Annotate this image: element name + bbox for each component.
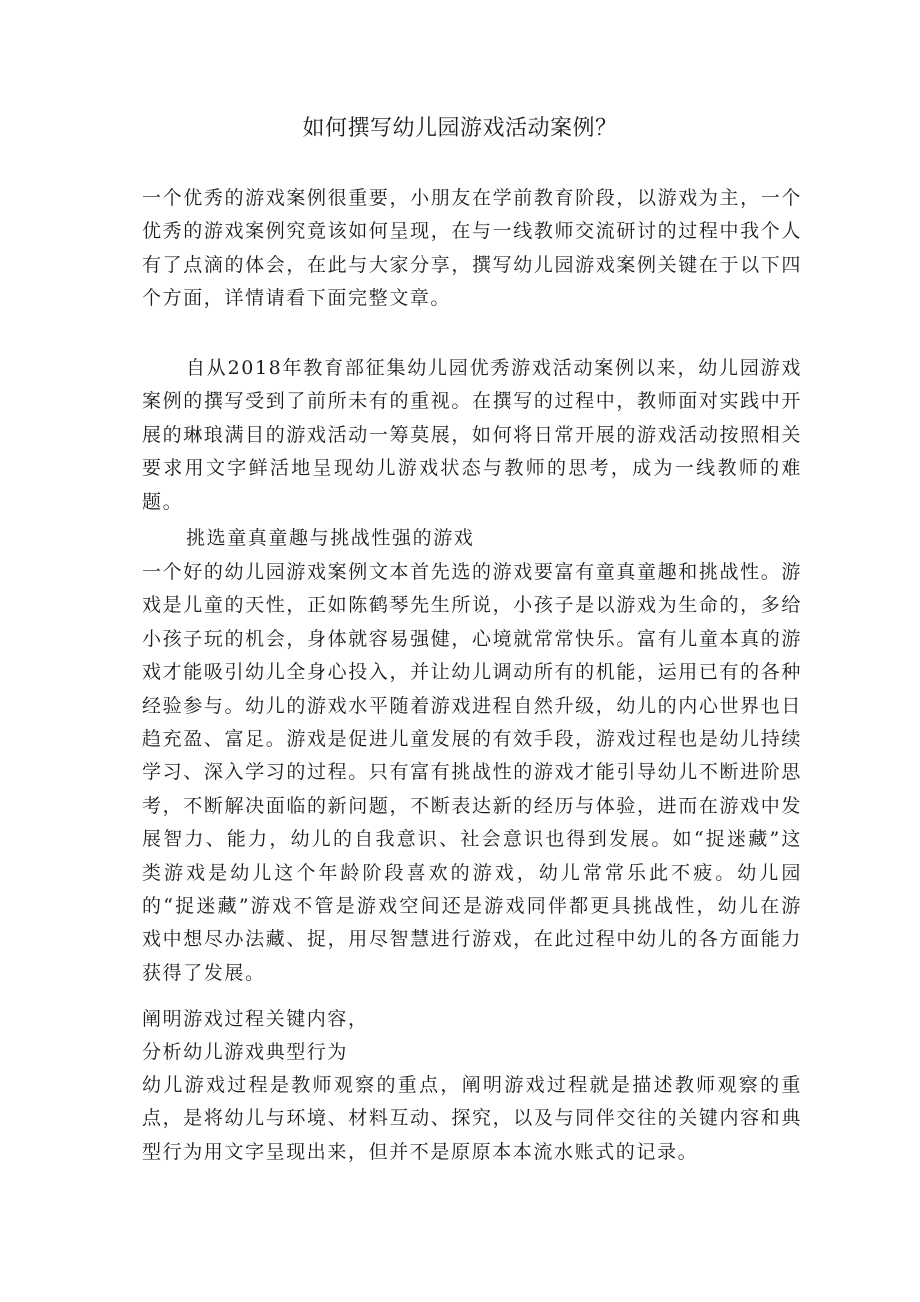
section-heading-1: 挑选童真童趣与挑战性强的游戏: [186, 527, 475, 549]
document-title: 如何撰写幼儿园游戏活动案例？: [302, 116, 618, 141]
background-paragraph: 自从2018年教育部征集幼儿园优秀游戏活动案例以来，幼儿园游戏案例的撰写受到了前所未有的重视。在撰写的过程中，教师面对实践中开展的琳琅满目的游戏活动一筹莫展，如何将日常开展的游戏活动按照相关要求用文字鲜活地呈现幼儿游戏状态与教师的思考，成为一线教师的难题。: [142, 357, 802, 513]
intro-paragraph: 一个优秀的游戏案例很重要，小朋友在学前教育阶段，以游戏为主，一个优秀的游戏案例究竟该如何呈现，在与一线教师交流研讨的过程中我个人有了点滴的体会，在此与大家分享，撰写幼儿园游戏案例关键在于以下四个方面，详情请看下面完整文章。: [142, 187, 802, 310]
section-2-paragraph: 幼儿游戏过程是教师观察的重点，阐明游戏过程就是描述教师观察的重点，是将幼儿与环境、材料互动、探究，以及与同伴交往的关键内容和典型行为用文字呈现出来，但并不是原原本本流水账式的记录。: [142, 1074, 802, 1163]
section-heading-2-line-2: 分析幼儿游戏典型行为: [142, 1041, 349, 1063]
section-1-paragraph: 一个好的幼儿园游戏案例文本首先选的游戏要富有童真童趣和挑战性。游戏是儿童的天性，正如陈鹤琴先生所说，小孩子是以游戏为生命的，多给小孩子玩的机会，身体就容易强健，心境就常常快乐。富有儿童本真的游戏才能吸引幼儿全身心投入，并让幼儿调动所有的机能，运用已有的各种经验参与。幼儿的游戏水平随着游戏进程自然升级，幼儿的内心世界也日趋充盈、富足。游戏是促进儿童发展的有效手段，游戏过程也是幼儿持续学习、深入学习的过程。只有富有挑战性的游戏才能引导幼儿不断进阶思考，不断解决面临的新问题，不断表达新的经历与体验，进而在游戏中发展智力、能力，幼儿的自我意识、社会意识也得到发展。如“捉迷藏”这类游戏是幼儿这个年龄阶段喜欢的游戏，幼儿常常乐此不疲。幼儿园的“捉迷藏”游戏不管是游戏空间还是游戏同伴都更具挑战性，幼儿在游戏中想尽办法藏、捉，用尽智慧进行游戏，在此过程中幼儿的各方面能力获得了发展。: [142, 561, 802, 984]
section-heading-2-line-1: 阐明游戏过程关键内容，: [142, 1008, 369, 1030]
